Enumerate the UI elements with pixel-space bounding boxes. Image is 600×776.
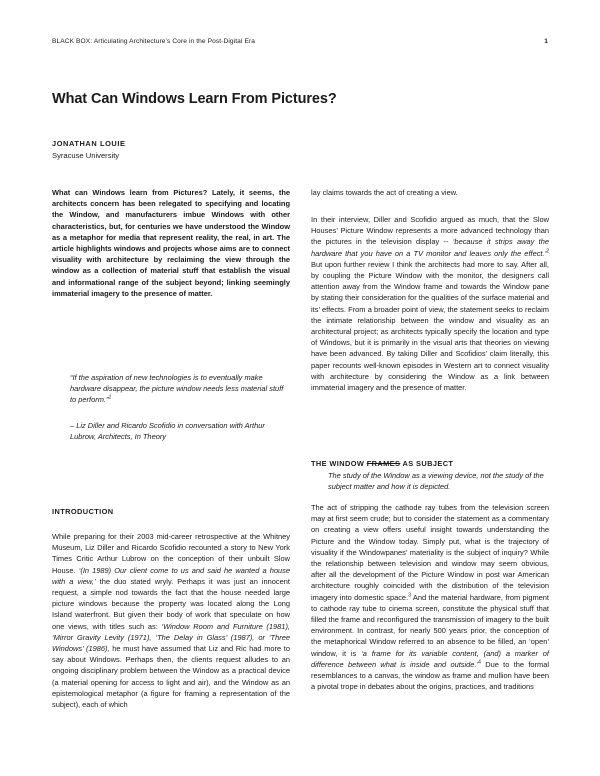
text-run: the duo stated wryly. Perhaps it was just an innocent request, a simple nod towards the fact that the house needed large picture windows because the property was located along the Long Island waterfront. But given their body of work that speculate on how one views, with titles such as:: [52, 576, 290, 631]
introduction-heading: INTRODUCTION: [52, 507, 114, 516]
heading-struck-word: FRAMES: [366, 459, 401, 468]
author-name: JONATHAN LOUIE: [52, 139, 126, 148]
footnote-ref: 2: [546, 248, 549, 255]
text-run: he must have assumed that Liz and Ric had more to say about Windows. Perhaps then, the clients request alludes to an ongoing disciplinary problem between the Window as a practical device (a material opening for access to light and air), and the Window as an epistemological metaphor (a figure for framing a representation of the subject), each of which: [52, 644, 290, 710]
footnote-ref: 3: [408, 592, 411, 599]
subtitle-text: The study of the Window as a viewing device, not the study of the subject matter and how it is depicted.: [328, 471, 544, 492]
epigraph: [52, 372, 290, 442]
footnote-ref: 4: [478, 659, 481, 666]
text-run: And the material hardware, from pigment to cathode ray tube to cinema screen, constitute the physical stuff that filled the frame and reconfigured the transmission of imagery to the built environment. In contrast, for nearly 500 years prior, the conception of the metaphorical Window referred to an absence to be filled, an ‘open’ window, it is: [311, 592, 549, 658]
page-number: 1: [544, 38, 548, 45]
heading-part: THE WINDOW: [311, 459, 365, 468]
epigraph-attribution: – Liz Diller and Ricardo Scofidio in conversation with Arthur Lubrow, Architects, In Theory: [70, 420, 265, 441]
running-title: BLACK BOX: Articulating Architecture’s Core in the Post-Digital Era: [52, 38, 256, 45]
quote-run: ‘(In 1989) Our client come to us and said he wanted a house with a view,’: [52, 565, 290, 586]
epigraph-quote-text: “If the aspiration of new technologies is to eventually make hardware disappear, the picture window needs less material stuff to perform.”: [70, 373, 284, 405]
author-affiliation: Syracuse University: [52, 151, 120, 160]
abstract-text: What can Windows learn from Pictures? Lately, it seems, the architects concern has been relegated to specifying and locating the Window, and manufacturers imbue Windows with other characteristics, but, for centuries we have understood the Window as a metaphor for media that represent reality, the real, in art. The article highlights windows and projects whose aims are to connect visuality with architecture by reclaiming the view through the window as a collection of material stuff that establish the visual and informational range of the subject beyond; linking seemingly immaterial imagery to the presence of matter.: [52, 188, 290, 298]
introduction-body: [52, 531, 290, 710]
column-2-carryover: [311, 187, 549, 198]
column-2-paragraph: [311, 214, 549, 393]
section-subtitle: [311, 470, 549, 492]
text-run: The act of stripping the cathode ray tubes from the television screen may at first seem crude; but to consider the statement as a commentary on creating a view offers useful insight towards understanding the Picture and the Window today. Simply put, what is the trajectory of visuality if the Windowpanes’ materiality is the subject of inquiry? While the relationship between television and window may seem obvious, after all the development of the Picture Window in post war American architecture roughly coincided with the distribution of the television imagery into domestic space.: [311, 503, 549, 602]
text-run: In their interview, Diller and Scofidio argued as much, that the Slow Houses’ Picture Window represents a more advanced technology than the pictures in the television display --: [311, 215, 549, 247]
section-heading: [311, 459, 453, 468]
titles-run: ‘Window Room and Furniture (1981), ‘Mirror Gravity Levity (1971), ‘The Delay in Glass’ (1987), or ‘Three Windows’ (1986),: [52, 621, 290, 654]
paper-title: What Can Windows Learn From Pictures?: [52, 91, 337, 107]
introduction-paragraph: [52, 531, 290, 710]
body-paragraph: [311, 214, 549, 393]
text-run: Due to the formal resemblances to a canvas, the window as frame and mullion have been a pivotal trope in debates about the origins, practices, and traditions: [311, 659, 549, 692]
quote-run: ‘a frame for its variable content, (and) a marker of difference between what is inside and outside.’: [311, 648, 549, 669]
running-head: [52, 38, 548, 50]
heading-part: AS SUBJECT: [402, 459, 454, 468]
body-paragraph: [311, 502, 549, 692]
epigraph-quote: [70, 372, 290, 406]
abstract: [52, 187, 290, 299]
footnote-ref: 1: [108, 394, 112, 401]
quote-run: ‘because it strips away the hardware that you have on a TV monitor and leaves only the effect.’: [311, 237, 549, 258]
text-run: But upon further review I think the architects had more to say. After all, by coupling the Picture Window with the monitor, the designers call attention away from the Window frame and towards the Window pane by stating their consideration for the qualities of the surface material and its’ effects. From a broader point of view, the statement seeks to reclaim the intimate relationship between the window and visuality as an architectural project; as architects typically specify the location and type of Windows, but it is primarily in the visual arts that theories on viewing have been advanced. By taking Diller and Scofidios’ claim literally, this paper recounts well-known episodes in Western art to connect visuality with architecture by considering the Window as a link between immaterial imagery and the presence of matter.: [311, 259, 549, 393]
text-run: While preparing for their 2003 mid-career retrospective at the Whitney Museum, Liz Diller and Ricardo Scofidio recounted a story to New York Times Critic Arthur Lubrow on the conception of their unbuilt Slow House.: [52, 532, 290, 575]
section-body: [311, 502, 549, 692]
carryover-text: lay claims towards the act of creating a view.: [311, 188, 458, 197]
